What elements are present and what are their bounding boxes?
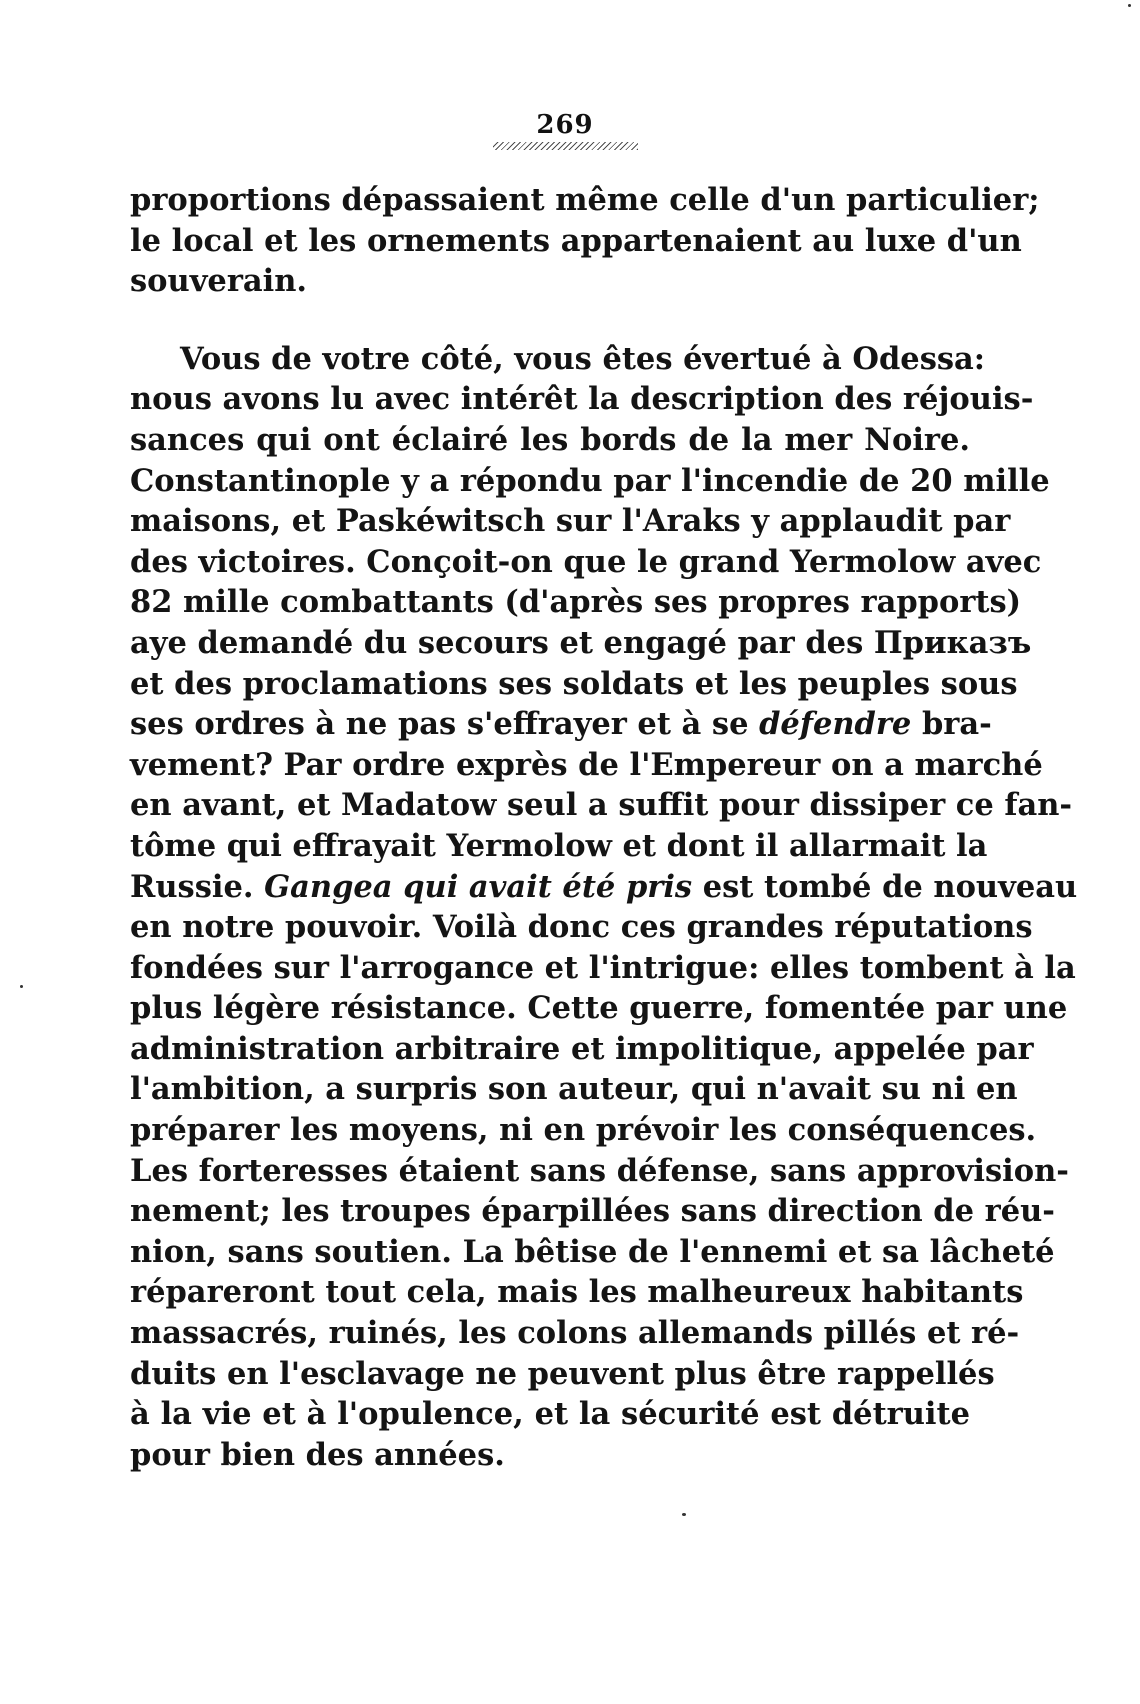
text-line: des victoires. Conçoit-on que le grand Yermolow avec	[130, 543, 1042, 580]
text-line: massacrés, ruinés, les colons allemands pillés et ré-	[130, 1315, 1020, 1352]
text-line-with-italic	[130, 867, 1078, 908]
text-line: Constantinople y a répondu par l'incendie de 20 mille	[130, 462, 1050, 499]
text-fragment: Russie.	[130, 868, 265, 905]
text-line: Les forteresses étaient sans défense, sans approvision-	[130, 1152, 1069, 1189]
text-line: nement; les troupes éparpillées sans direction de réu-	[130, 1193, 1055, 1230]
text-line: administration arbitraire et impolitique, appelée par	[130, 1030, 1034, 1067]
text-line: souverain.	[130, 263, 308, 300]
scan-speck	[20, 985, 23, 988]
text-line: maisons, et Paskéwitsch sur l'Araks y applaudit par	[130, 503, 1011, 540]
text-line: le local et les ornements appartenaient au luxe d'un	[130, 222, 1022, 259]
page-header	[480, 110, 650, 150]
paragraph-gap	[130, 302, 970, 339]
paragraph-1	[130, 180, 1040, 302]
text-line: nion, sans soutien. La bêtise de l'ennemi et sa lâcheté	[130, 1233, 1055, 1270]
text-line: Vous de votre côté, vous êtes évertué à Odessa:	[180, 340, 986, 377]
italic-emphasis: défendre	[759, 706, 912, 743]
body-text	[130, 180, 1078, 1475]
text-line: pour bien des années.	[130, 1436, 505, 1473]
page-number-ornament-rule	[493, 142, 638, 150]
text-line: proportions dépassaient même celle d'un particulier;	[130, 182, 1040, 218]
text-line: aye demandé du secours et engagé par des Приказъ	[130, 624, 1032, 661]
page-number: 269	[536, 110, 594, 140]
text-fragment: bra-	[911, 706, 992, 743]
text-line: nous avons lu avec intérêt la description des réjouis-	[130, 381, 1034, 418]
text-line: répareront tout cela, mais les malheureux habitants	[130, 1274, 1024, 1311]
text-line: en avant, et Madatow seul a suffit pour dissiper ce fan-	[130, 787, 1073, 824]
text-line: 82 mille combattants (d'après ses propres rapports)	[130, 584, 1022, 621]
text-line: et des proclamations ses soldats et les peuples sous	[130, 665, 1018, 702]
text-line: tôme qui effrayait Yermolow et dont il allarmait la	[130, 827, 988, 864]
text-fragment: est tombé de nouveau	[692, 868, 1078, 905]
text-line: préparer les moyens, ni en prévoir les conséquences.	[130, 1112, 1037, 1149]
text-line: duits en l'esclavage ne peuvent plus être rappellés	[130, 1355, 995, 1392]
text-line: l'ambition, a surpris son auteur, qui n'avait su ni en	[130, 1071, 1018, 1108]
text-line: en notre pouvoir. Voilà donc ces grandes réputations	[130, 909, 1033, 946]
text-line: fondées sur l'arrogance et l'intrigue: elles tombent à la	[130, 949, 1076, 986]
italic-emphasis: Gangea qui avait été pris	[264, 868, 693, 905]
paragraph-2	[130, 339, 1078, 1476]
text-line: vement? Par ordre exprès de l'Empereur on a marché	[130, 746, 1043, 783]
text-fragment: ses ordres à ne pas s'effrayer et à se	[130, 706, 760, 743]
scan-speck	[682, 1513, 686, 1516]
text-line-with-italic	[130, 704, 992, 745]
scan-speck	[1128, 4, 1131, 7]
text-line: plus légère résistance. Cette guerre, fomentée par une	[130, 990, 1068, 1027]
text-line: sances qui ont éclairé les bords de la mer Noire.	[130, 421, 970, 458]
text-line: à la vie et à l'opulence, et la sécurité est détruite	[130, 1396, 970, 1433]
